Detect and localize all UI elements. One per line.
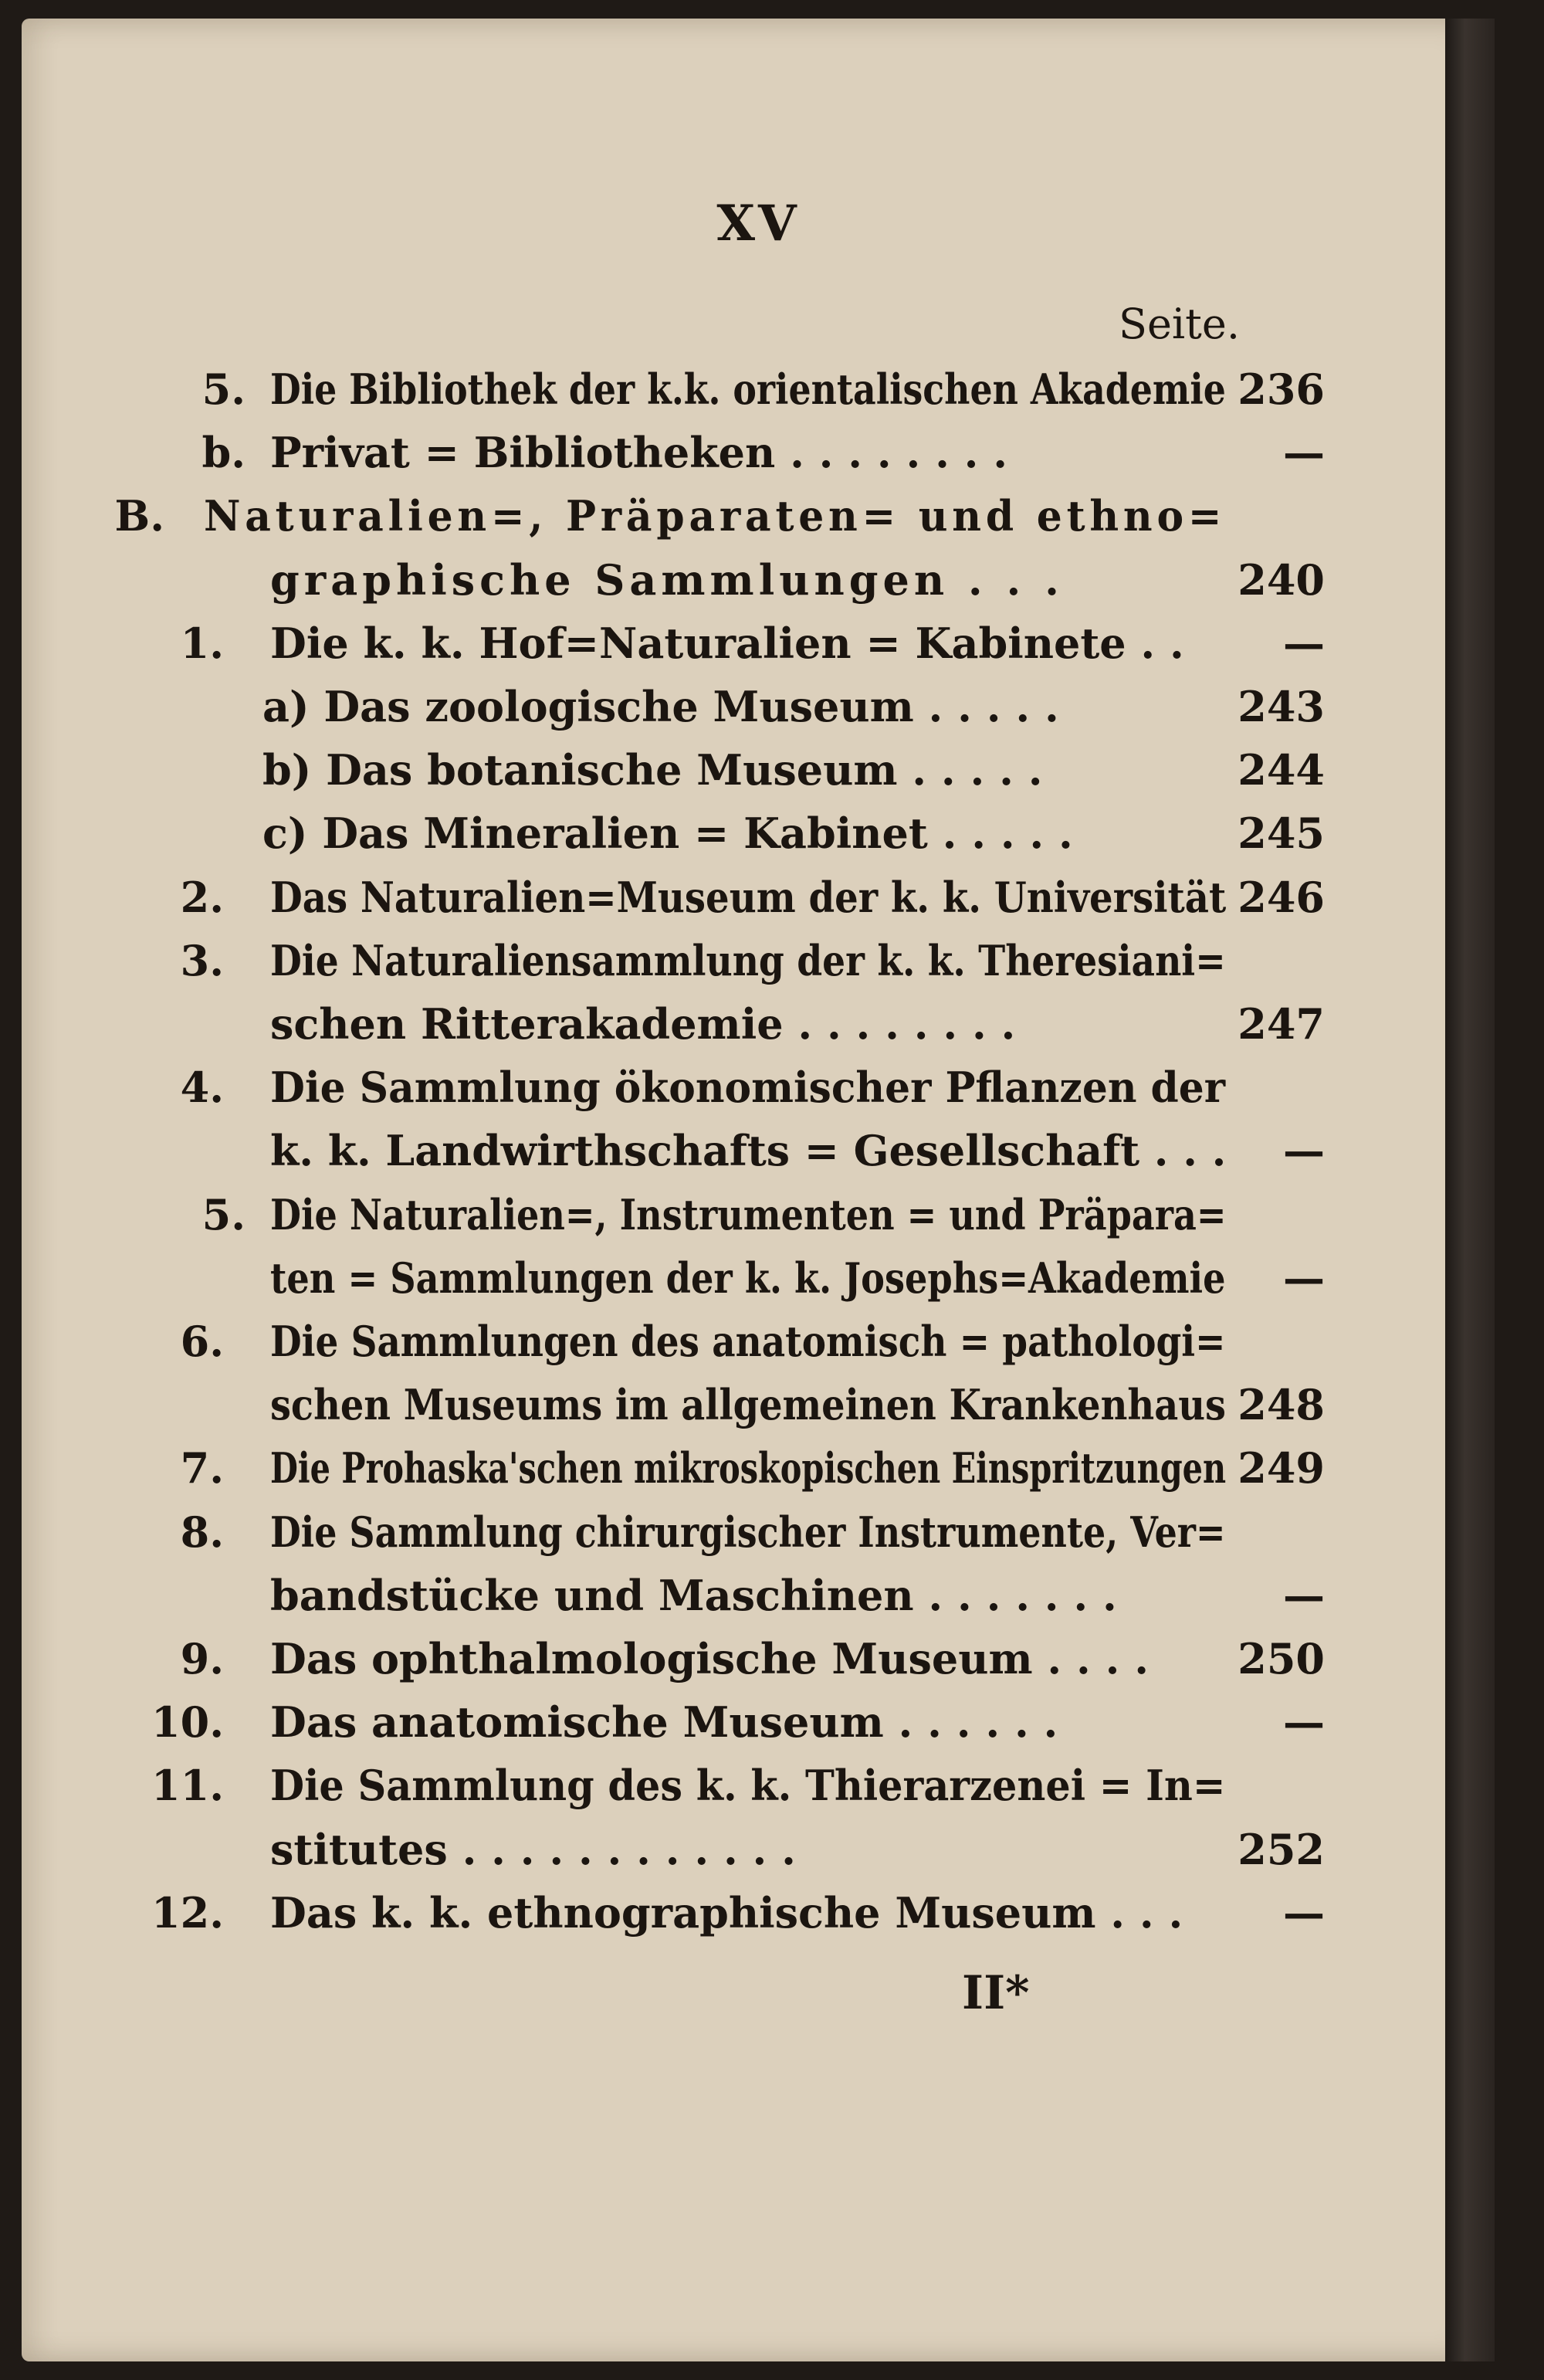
entry-title: schen Ritterakademie . . . . . . . . <box>270 999 1016 1049</box>
entry-title: Die Bibliothek der k.k. orientalischen Akademie <box>270 364 1226 414</box>
toc-entry <box>22 1190 1495 1252</box>
signature-mark: II* <box>962 1966 1030 2020</box>
entry-page: 240 <box>1238 554 1325 605</box>
toc-entry <box>22 1443 1495 1505</box>
entry-page: — <box>1283 1253 1325 1303</box>
toc-entry <box>22 619 1495 680</box>
entry-number: 11. <box>151 1761 224 1811</box>
entry-title: Das Naturalien=Museum der k. k. Universität <box>270 872 1227 922</box>
entry-number: 10. <box>151 1697 224 1748</box>
entry-title: b) Das botanische Museum . . . . . <box>262 745 1043 795</box>
entry-page: — <box>1283 1126 1325 1176</box>
toc-entry <box>22 873 1495 934</box>
entry-page: 244 <box>1238 745 1325 795</box>
entry-page: 246 <box>1238 872 1325 922</box>
entry-number: 1. <box>180 618 224 668</box>
toc-entry <box>22 1825 1495 1887</box>
entry-number: 2. <box>180 872 224 922</box>
book-page <box>22 19 1495 2361</box>
entry-number: 7. <box>180 1443 224 1493</box>
entry-number: 4. <box>180 1063 224 1113</box>
toc-entry <box>22 1063 1495 1124</box>
entry-number: b. <box>201 428 245 478</box>
toc-entry <box>22 745 1495 807</box>
entry-page: 236 <box>1238 364 1325 414</box>
entry-title: Die Sammlung ökonomischer Pflanzen der <box>270 1063 1226 1113</box>
toc-entry <box>22 1317 1495 1378</box>
entry-page: — <box>1283 1570 1325 1620</box>
entry-title: Die Sammlung des k. k. Thierarzenei = In= <box>270 1761 1226 1811</box>
page-number: XV <box>716 195 800 253</box>
entry-title: Naturalien=, Präparaten= und ethno= <box>204 491 1227 541</box>
entry-number: 8. <box>180 1507 224 1557</box>
column-heading: Seite. <box>1118 300 1240 348</box>
toc-entry <box>22 1697 1495 1759</box>
entry-title: Die Naturalien=, Instrumenten = und Präpara= <box>270 1189 1227 1239</box>
entry-title: bandstücke und Maschinen . . . . . . . <box>270 1570 1117 1620</box>
toc-entry <box>22 491 1495 553</box>
entry-page: 245 <box>1238 809 1325 859</box>
toc-entry <box>22 1634 1495 1696</box>
entry-title: Die Naturaliensammlung der k. k. Theresiani= <box>270 935 1226 985</box>
entry-number: 3. <box>180 935 224 985</box>
entry-page: 247 <box>1238 999 1325 1049</box>
toc-entry <box>22 1126 1495 1188</box>
toc-entry <box>22 555 1495 617</box>
entry-page: 250 <box>1238 1634 1325 1683</box>
entry-title: Das k. k. ethnographische Museum . . . <box>270 1887 1183 1938</box>
entry-page: — <box>1283 618 1325 668</box>
entry-title: Das ophthalmologische Museum . . . . <box>270 1634 1150 1683</box>
entry-page: — <box>1283 1697 1325 1748</box>
entry-title: ten = Sammlungen der k. k. Josephs=Akademie <box>270 1253 1226 1303</box>
entry-number: 5. <box>201 364 245 414</box>
toc-entry <box>22 1380 1495 1442</box>
entry-title: Die k. k. Hof=Naturalien = Kabinete . . <box>270 618 1184 668</box>
entry-page: 252 <box>1238 1824 1325 1874</box>
entry-page: — <box>1283 428 1325 478</box>
entry-number: 9. <box>180 1634 224 1683</box>
toc-entry <box>22 1888 1495 1950</box>
toc-entry <box>22 682 1495 744</box>
entry-title: c) Das Mineralien = Kabinet . . . . . <box>262 809 1073 859</box>
entry-page: 249 <box>1238 1443 1325 1493</box>
toc-entry <box>22 428 1495 490</box>
entry-title: Die Sammlungen des anatomisch = pathologi= <box>270 1317 1226 1366</box>
entry-title: Das anatomische Museum . . . . . . <box>270 1697 1058 1748</box>
toc-entry <box>22 999 1495 1061</box>
entry-page: — <box>1283 1887 1325 1938</box>
entry-title: a) Das zoologische Museum . . . . . <box>262 682 1059 731</box>
entry-title: stitutes . . . . . . . . . . . . <box>270 1824 796 1874</box>
entry-number: 5. <box>201 1189 245 1239</box>
entry-title: schen Museums im allgemeinen Krankenhaus <box>270 1380 1226 1430</box>
toc-entry <box>22 809 1495 870</box>
entry-page: 243 <box>1238 682 1325 731</box>
entry-title: Privat = Bibliotheken . . . . . . . . <box>270 428 1008 478</box>
toc-entry <box>22 936 1495 998</box>
entry-page: 248 <box>1238 1380 1325 1430</box>
entry-title: Die Prohaska'schen mikroskopischen Einspritzungen <box>270 1443 1227 1493</box>
entry-title: k. k. Landwirthschafts = Gesellschaft . . . <box>270 1126 1227 1176</box>
toc-entry <box>22 1761 1495 1822</box>
entry-number: B. <box>114 491 164 541</box>
toc-entry <box>22 1571 1495 1632</box>
entry-number: 12. <box>151 1887 224 1938</box>
toc-entry <box>22 1253 1495 1315</box>
entry-number: 6. <box>180 1317 224 1366</box>
entry-title: Die Sammlung chirurgischer Instrumente, Ver= <box>270 1507 1226 1557</box>
entry-title: graphische Sammlungen . . . <box>270 554 1064 605</box>
toc-entry <box>22 364 1495 426</box>
toc-entry <box>22 1507 1495 1569</box>
